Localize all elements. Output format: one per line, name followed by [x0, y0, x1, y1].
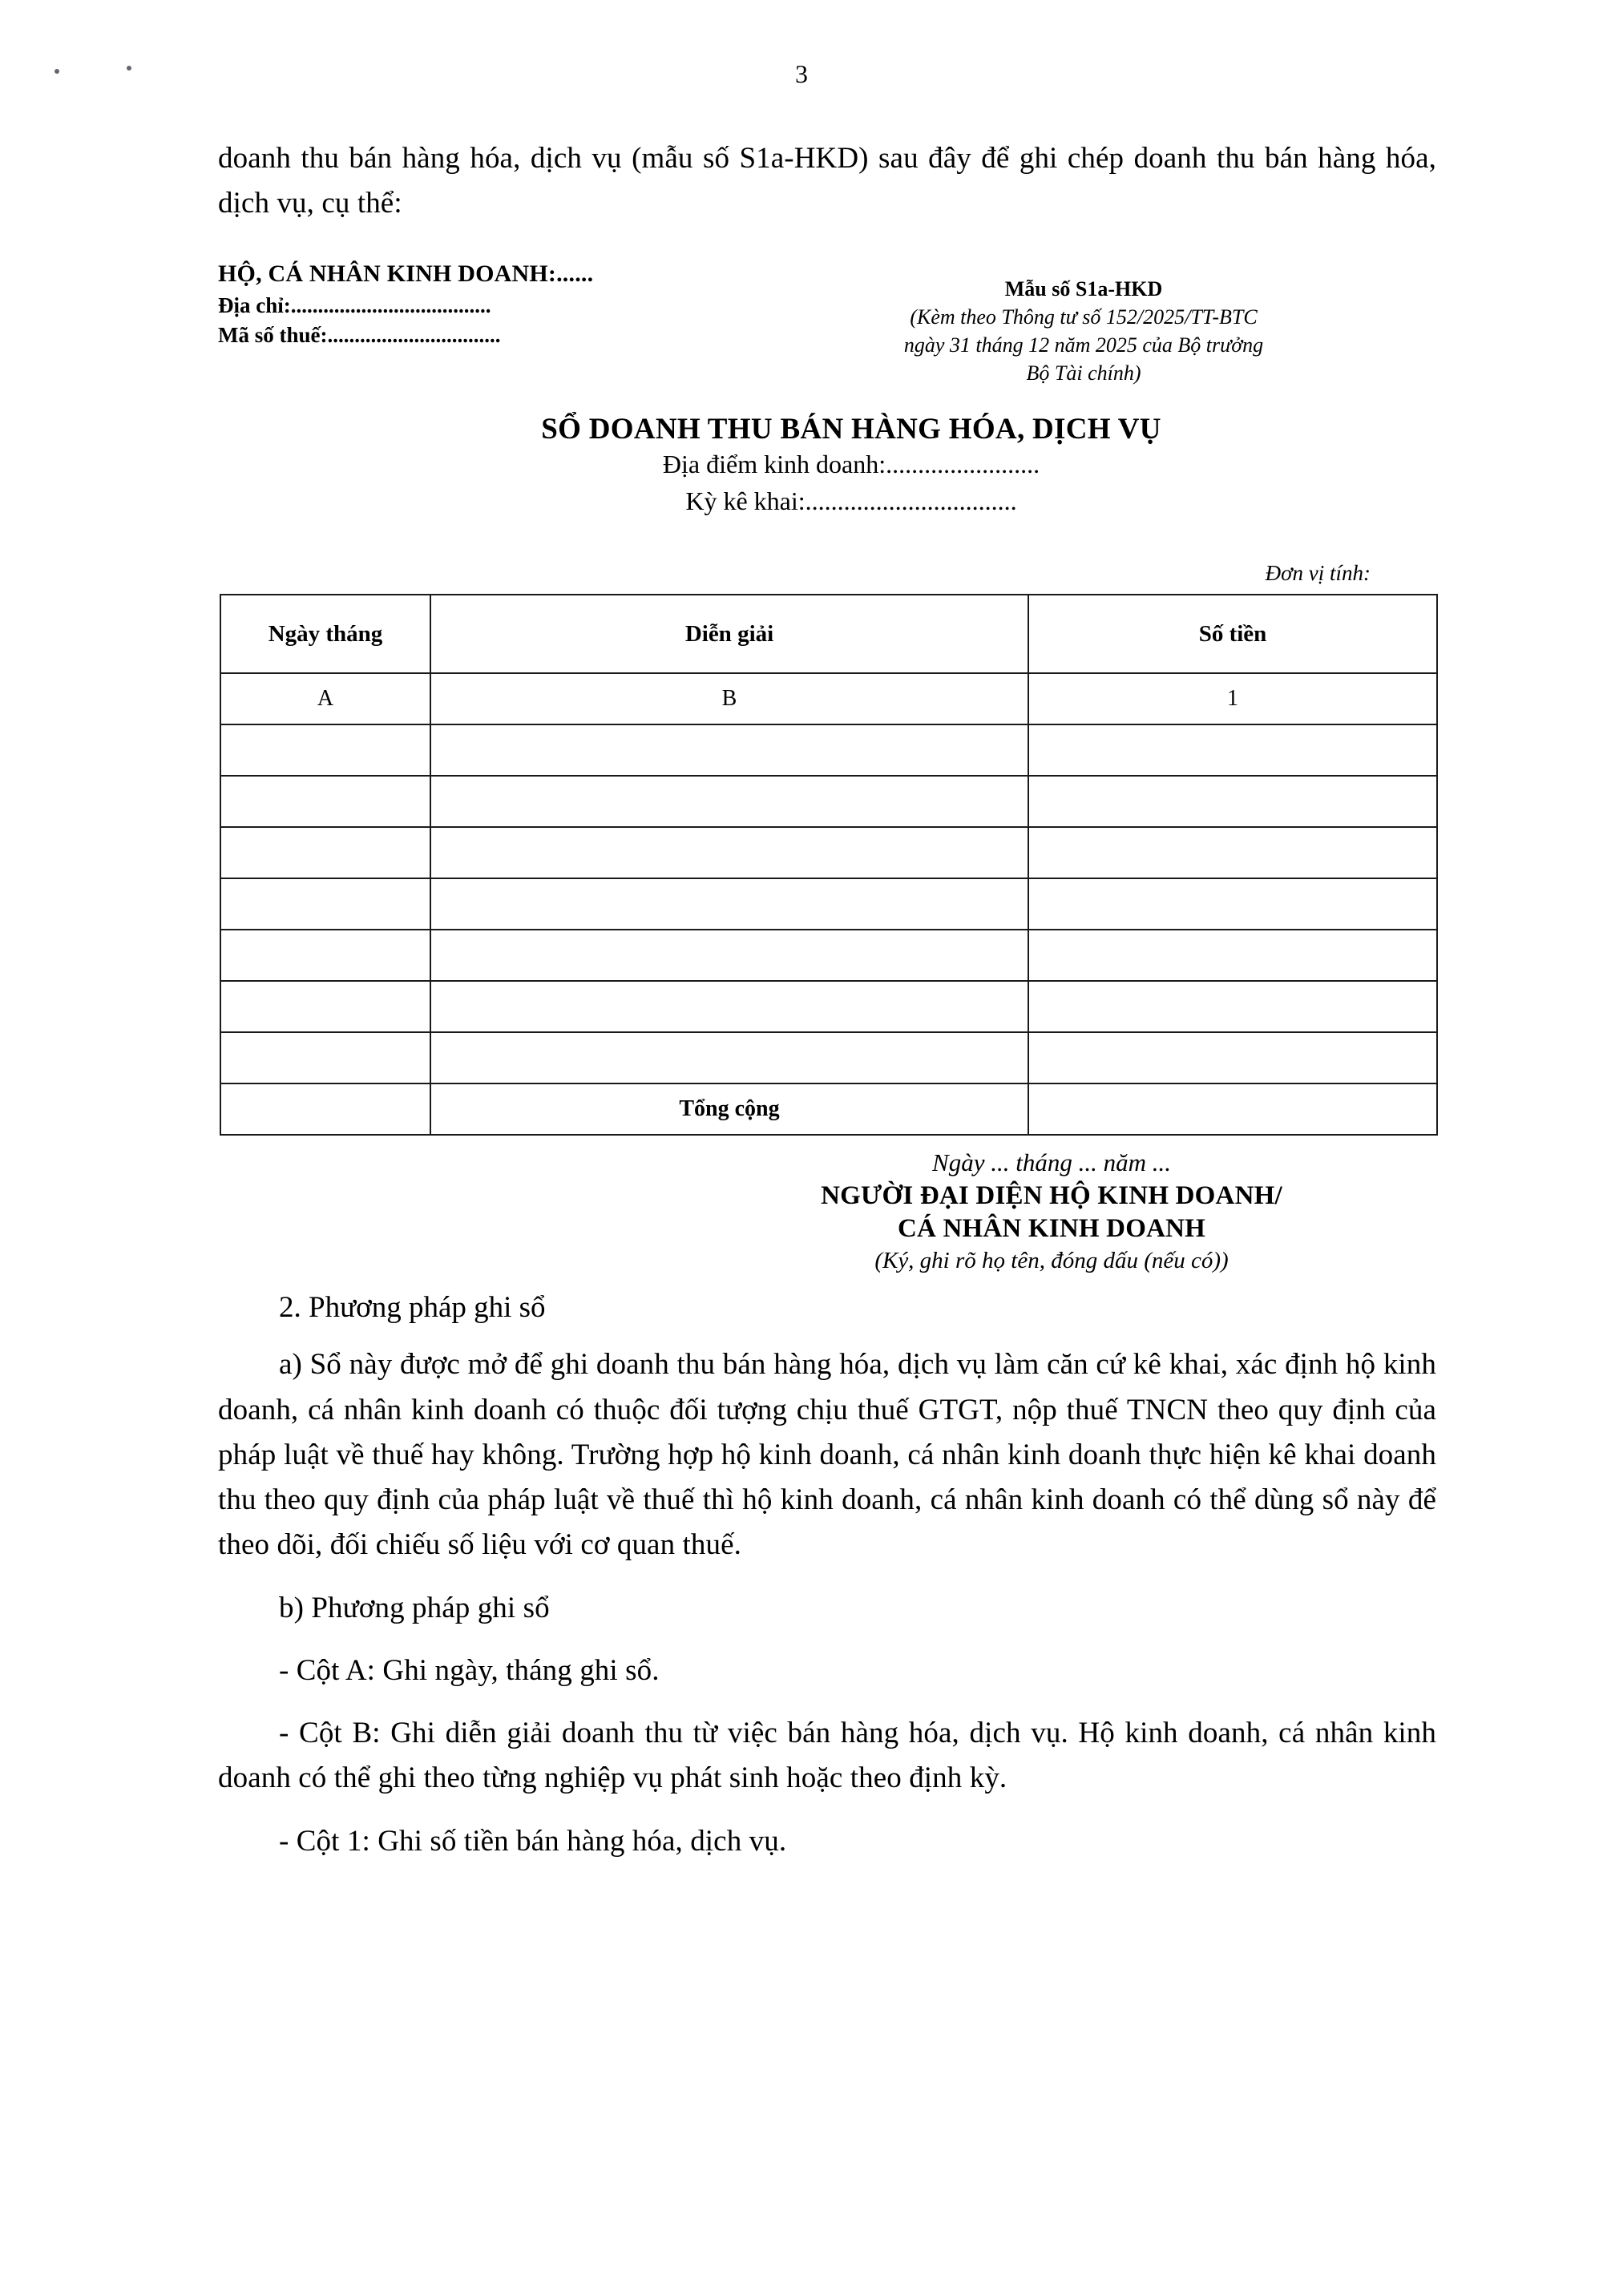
cell-description[interactable] — [430, 724, 1028, 776]
cell-description[interactable] — [430, 1032, 1028, 1083]
ledger-title: SỔ DOANH THU BÁN HÀNG HÓA, DỊCH VỤ — [541, 413, 1161, 446]
cell-amount[interactable] — [1028, 1032, 1437, 1083]
column-1-description: - Cột 1: Ghi số tiền bán hàng hóa, dịch vụ. — [279, 1824, 787, 1858]
signature-title-line-1: NGƯỜI ĐẠI DIỆN HỘ KINH DOANH/ — [821, 1180, 1282, 1210]
cell-amount[interactable] — [1028, 930, 1437, 981]
business-location-label: Địa điểm kinh doanh:........................ — [662, 450, 1040, 479]
table-row[interactable] — [220, 878, 1437, 930]
entity-info-block — [218, 258, 593, 349]
cell-date[interactable] — [220, 981, 430, 1032]
signature-block — [218, 1147, 1436, 1276]
form-issued-line-3: Bộ Tài chính) — [1026, 361, 1141, 385]
page-number: 3 — [795, 59, 808, 88]
cell-amount[interactable] — [1028, 981, 1437, 1032]
table-row[interactable] — [220, 776, 1437, 827]
cell-amount[interactable] — [1028, 827, 1437, 878]
form-issued-line-2: ngày 31 tháng 12 năm 2025 của Bộ trưởng — [903, 333, 1264, 357]
signature-date-line: Ngày ... tháng ... năm ... — [932, 1148, 1171, 1177]
cell-date[interactable] — [220, 878, 430, 930]
form-reference-block — [747, 276, 1420, 387]
declaration-period-label: Kỳ kê khai:................................. — [685, 486, 1017, 515]
column-code-b: B — [430, 673, 1028, 724]
table-row[interactable] — [220, 930, 1437, 981]
section-2-paragraph-b-heading: b) Phương pháp ghi sổ — [279, 1591, 550, 1624]
cell-amount[interactable] — [1028, 776, 1437, 827]
entity-tax-code-label: Mã số thuế:................................ — [218, 322, 501, 347]
cell-date[interactable] — [220, 724, 430, 776]
cell-description[interactable] — [430, 827, 1028, 878]
cell-date[interactable] — [220, 776, 430, 827]
signature-title-line-2: CÁ NHÂN KINH DOANH — [897, 1214, 1206, 1244]
cell-amount[interactable] — [1028, 878, 1437, 930]
table-row[interactable] — [220, 1032, 1437, 1083]
cell-date[interactable] — [220, 1032, 430, 1083]
form-header-block — [218, 258, 1436, 410]
cell-description[interactable] — [430, 930, 1028, 981]
intro-paragraph: doanh thu bán hàng hóa, dịch vụ (mẫu số S1a-HKD) sau đây để ghi chép doanh thu bán hàng hóa, dịch vụ, cụ thể: — [218, 142, 1436, 220]
form-number: Mẫu số S1a-HKD — [1004, 277, 1163, 301]
total-row-date-cell — [220, 1083, 430, 1135]
column-header-amount: Số tiền — [1028, 595, 1437, 673]
section-2-paragraph-a: a) Sổ này được mở để ghi doanh thu bán hàng hóa, dịch vụ làm căn cứ kê khai, xác định hộ kinh doanh, cá nhân kinh doanh có thuộc đối tượng chịu thuế GTGT, nộp thuế TNCN theo quy định của pháp luật về thuế hay không. Trường hợp hộ kinh doanh, cá nhân kinh doanh thực hiện kê khai doanh thu theo quy định của pháp luật về thuế thì hộ kinh doanh, cá nhân kinh doanh có thể dùng sổ này để theo dõi, đối chiếu số liệu với cơ quan thuế. — [218, 1348, 1436, 1562]
column-code-a: A — [220, 673, 430, 724]
table-header-row — [220, 595, 1437, 673]
table-row[interactable] — [220, 981, 1437, 1032]
cell-date[interactable] — [220, 930, 430, 981]
entity-address-label: Địa chỉ:..................................... — [218, 293, 491, 318]
cell-amount[interactable] — [1028, 724, 1437, 776]
section-2-heading: 2. Phương pháp ghi sổ — [279, 1291, 546, 1325]
column-header-date: Ngày tháng — [220, 595, 430, 673]
unit-of-measure-label: Đơn vị tính: — [1265, 561, 1371, 586]
table-row[interactable] — [220, 827, 1437, 878]
total-label: Tổng cộng — [430, 1083, 1028, 1135]
entity-name-label: HỘ, CÁ NHÂN KINH DOANH:...... — [218, 260, 594, 288]
signature-note: (Ký, ghi rõ họ tên, đóng dấu (nếu có)) — [874, 1247, 1229, 1273]
cell-description[interactable] — [430, 776, 1028, 827]
revenue-ledger-table — [220, 594, 1438, 1136]
cell-description[interactable] — [430, 878, 1028, 930]
table-total-row — [220, 1083, 1437, 1135]
table-row[interactable] — [220, 724, 1437, 776]
column-a-description: - Cột A: Ghi ngày, tháng ghi sổ. — [279, 1653, 660, 1687]
table-column-code-row — [220, 673, 1437, 724]
document-content — [218, 136, 1436, 1864]
column-b-description: - Cột B: Ghi diễn giải doanh thu từ việc bán hàng hóa, dịch vụ. Hộ kinh doanh, cá nhân kinh doanh có thể ghi theo từng nghiệp vụ phát sinh hoặc theo định kỳ. — [218, 1717, 1436, 1795]
cell-description[interactable] — [430, 981, 1028, 1032]
form-issued-line-1: (Kèm theo Thông tư số 152/2025/TT-BTC — [910, 305, 1258, 329]
cell-date[interactable] — [220, 827, 430, 878]
column-code-1: 1 — [1028, 673, 1437, 724]
column-header-description: Diễn giải — [430, 595, 1028, 673]
total-amount-cell[interactable] — [1028, 1083, 1437, 1135]
